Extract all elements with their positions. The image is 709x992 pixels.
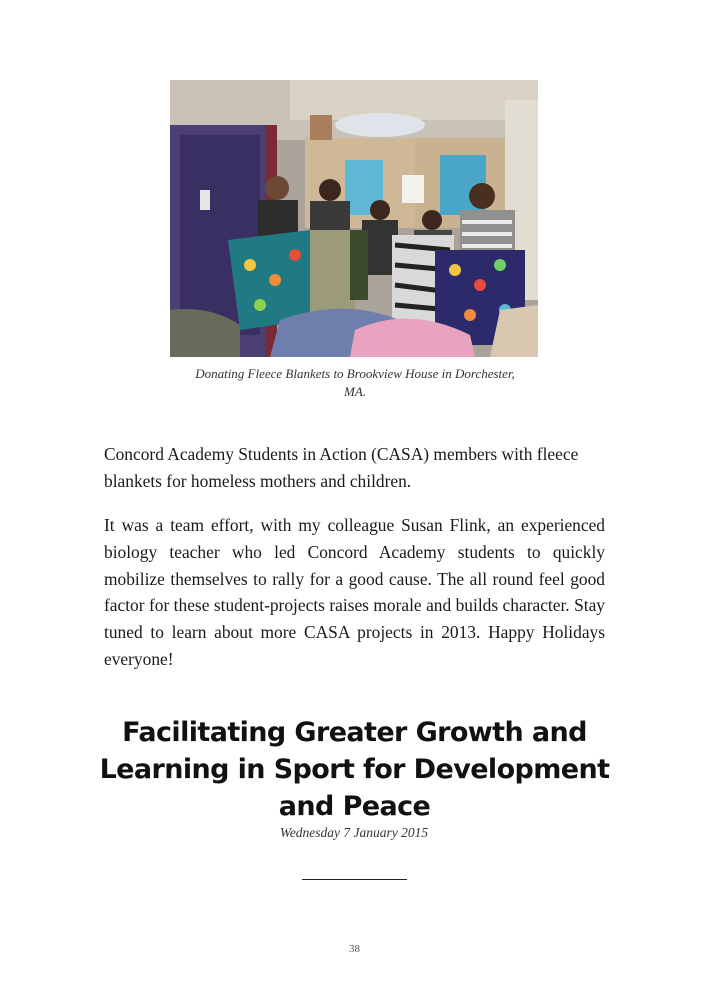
paragraph-1: Concord Academy Students in Action (CASA) members with fleece blankets for homeless mothers and children.	[104, 444, 579, 491]
page-number: 38	[349, 943, 360, 955]
photo-caption	[160, 365, 550, 401]
post-title-line-1: Facilitating Greater Growth and	[122, 717, 587, 748]
post-title	[90, 714, 619, 825]
paragraph-2: It was a team effort, with my colleague Susan Flink, an experienced biology teacher who led Concord Academy students to quickly mobilize themselves to rally for a good cause. The all round feel good factor for these student-projects raises morale and builds character. Stay tuned to learn about more CASA projects in 2013. Happy Holidays everyone!	[104, 515, 605, 669]
post-date: Wednesday 7 January 2015	[279, 825, 429, 840]
group-photo	[170, 80, 538, 357]
caption-line-1: Donating Fleece Blankets to Brookview House in Dorchester,	[195, 366, 515, 381]
photo-illustration	[170, 80, 538, 357]
post-title-line-3: and Peace	[278, 791, 431, 822]
separator-rule	[302, 879, 407, 880]
caption-line-2: MA.	[343, 384, 367, 399]
post-title-line-2: Learning in Sport for Development	[99, 754, 610, 785]
